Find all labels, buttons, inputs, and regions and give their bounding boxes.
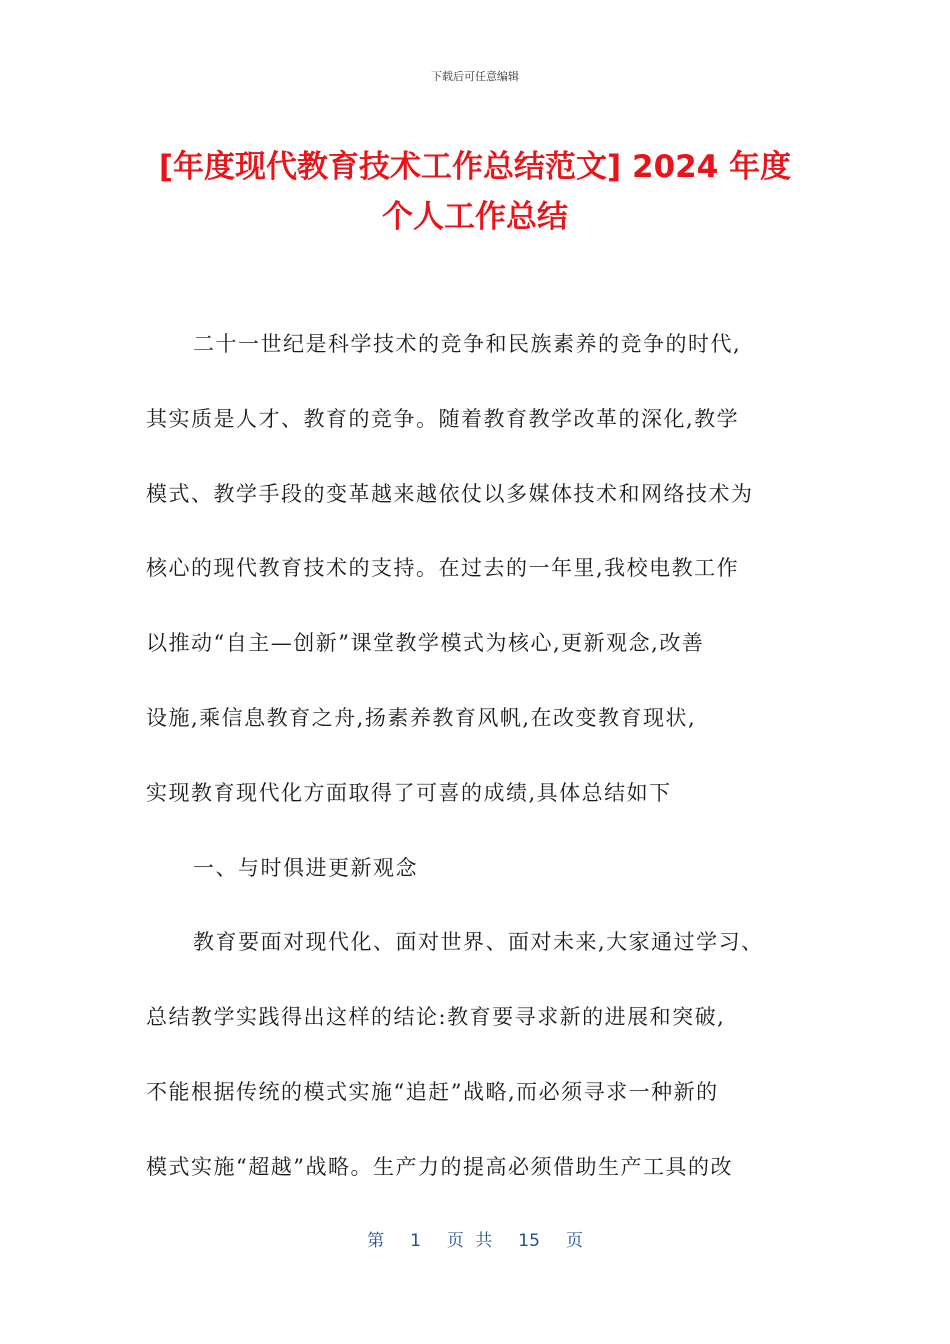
document-body	[146, 322, 816, 1220]
header-note: 下载后可任意编辑	[431, 70, 519, 83]
body-line: 总结教学实践得出这样的结论:教育要寻求新的进展和突破,	[146, 1005, 726, 1030]
page-label-suffix: 页	[565, 1231, 583, 1251]
page-footer	[0, 1226, 950, 1251]
total-pages-number: 15	[518, 1231, 540, 1251]
title-line-1: [年度现代教育技术工作总结范文] 2024 年度	[158, 149, 792, 185]
section-heading: 一、与时俱进更新观念	[193, 855, 418, 880]
body-line: 实现教育现代化方面取得了可喜的成绩,具体总结如下	[146, 780, 672, 805]
current-page-number: 1	[410, 1231, 421, 1251]
body-line: 核心的现代教育技术的支持。在过去的一年里,我校电教工作	[146, 556, 740, 581]
page-label-middle: 页 共	[446, 1231, 493, 1251]
body-line: 设施,乘信息教育之舟,扬素养教育风帆,在改变教育现状,	[146, 705, 697, 730]
body-line: 模式实施“超越”战略。生产力的提高必须借助生产工具的改	[146, 1154, 733, 1179]
body-line: 二十一世纪是科学技术的竞争和民族素养的竞争的时代,	[193, 332, 742, 356]
title-line-2: 个人工作总结	[382, 199, 568, 235]
body-line: 以推动“自主—创新”课堂教学模式为核心,更新观念,改善	[146, 631, 705, 656]
body-line: 教育要面对现代化、面对世界、面对未来,大家通过学习、	[193, 930, 764, 955]
page-label-prefix: 第	[367, 1231, 385, 1251]
body-line: 其实质是人才、教育的竞争。随着教育教学改革的深化,教学	[146, 406, 740, 431]
body-line: 不能根据传统的模式实施“追赶”战略,而必须寻求一种新的	[146, 1079, 719, 1104]
document-title	[120, 142, 830, 242]
body-line: 模式、教学手段的变革越来越依仗以多媒体技术和网络技术为	[146, 481, 754, 506]
